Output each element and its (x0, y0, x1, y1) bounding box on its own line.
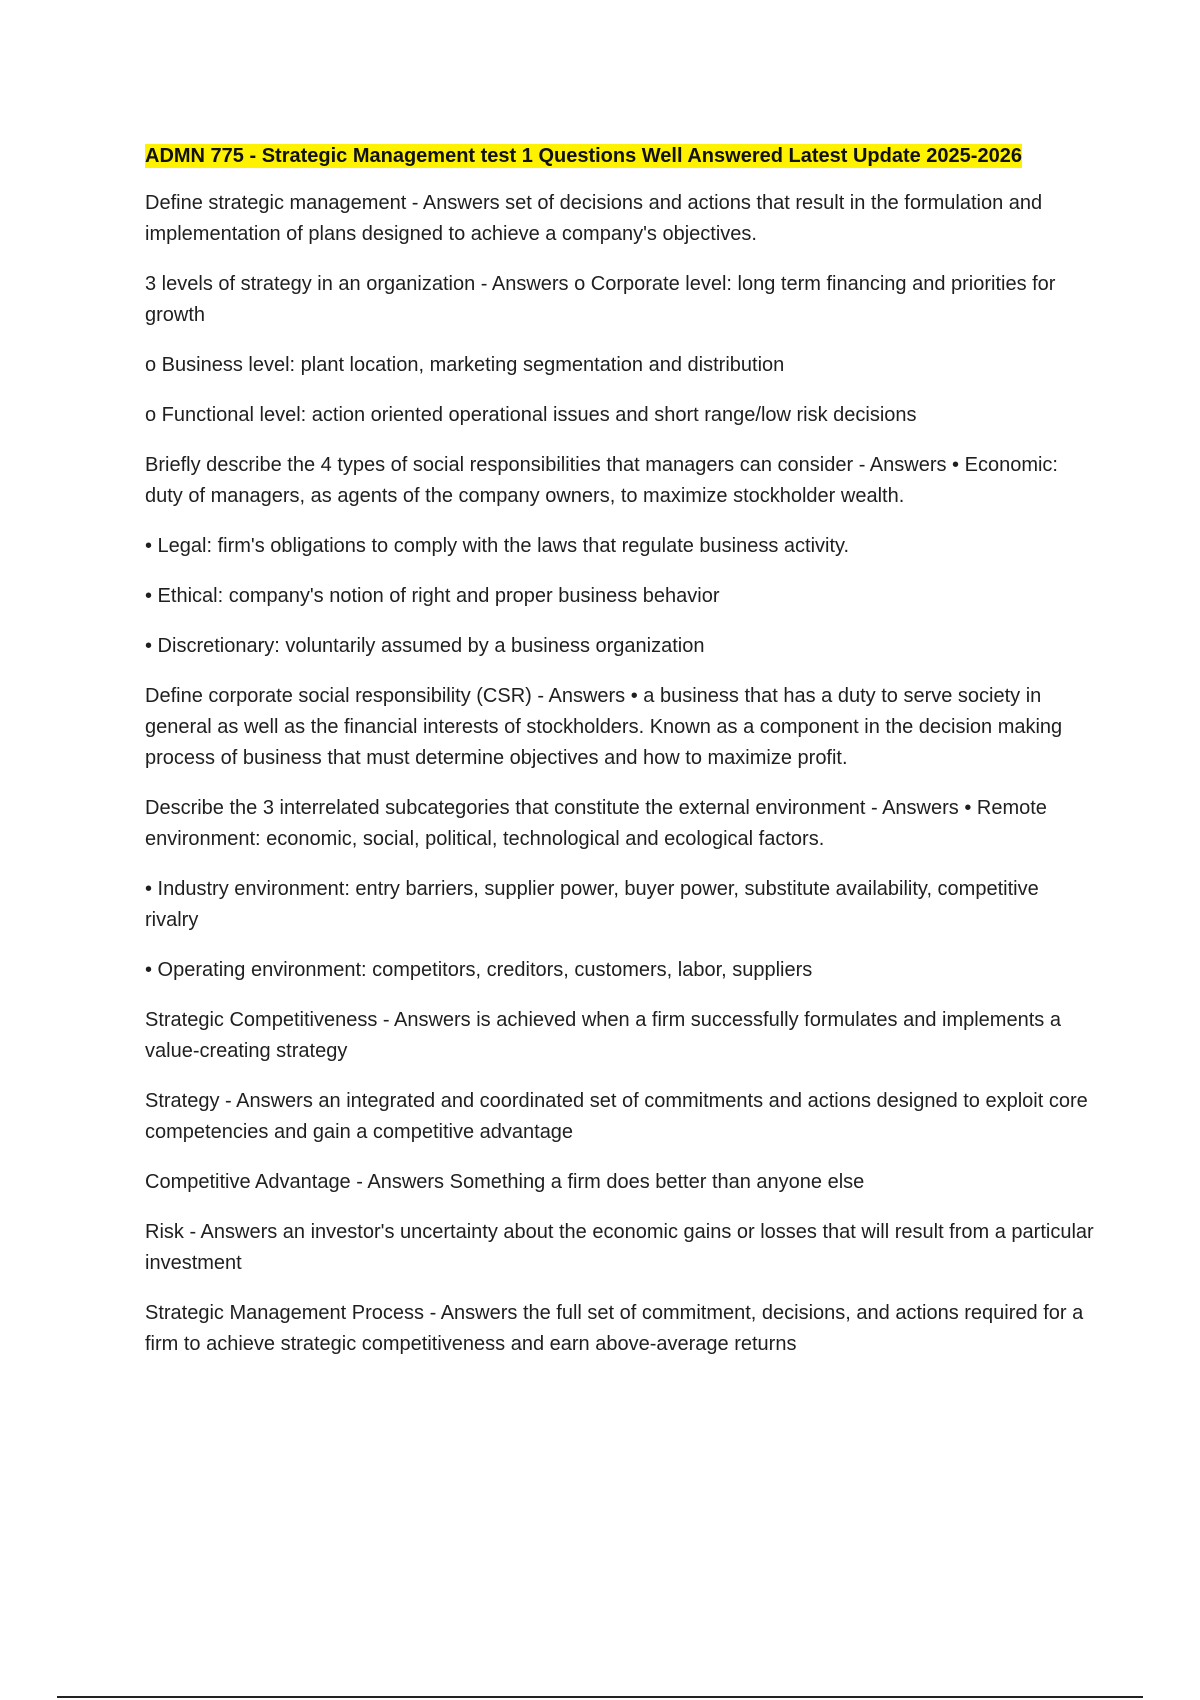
title-block (145, 144, 1095, 168)
paragraph-operating-environment: • Operating environment: competitors, creditors, customers, labor, suppliers (145, 959, 813, 981)
paragraph-functional-level: o Functional level: action oriented operational issues and short range/low risk decisions (145, 404, 917, 426)
paragraph-strategic-competitiveness: Strategic Competitiveness - Answers is achieved when a firm successfully formulates and implements a value-creating strategy (145, 1009, 1061, 1062)
paragraph-social-responsibilities: Briefly describe the 4 types of social responsibilities that managers can consider - Answers • Economic: duty of managers, as agents of the company owners, to maximize stockholder wealth. (145, 454, 1058, 507)
paragraph-risk: Risk - Answers an investor's uncertainty about the economic gains or losses that will result from a particular investment (145, 1221, 1094, 1274)
page-bottom-divider (57, 1696, 1143, 1698)
paragraph-external-environment: Describe the 3 interrelated subcategories that constitute the external environment - Answers • Remote environment: economic, social, political, technological and ecological factors. (145, 797, 1047, 850)
paragraph-business-level: o Business level: plant location, marketing segmentation and distribution (145, 354, 785, 376)
paragraph-industry-environment: • Industry environment: entry barriers, supplier power, buyer power, substitute availability, competitive rivalry (145, 878, 1039, 931)
paragraph-csr: Define corporate social responsibility (CSR) - Answers • a business that has a duty to serve society in general as well as the financial interests of stockholders. Known as a component in the decision making process of business that must determine objectives and how to maximize profit. (145, 685, 1063, 769)
paragraph-strategy: Strategy - Answers an integrated and coordinated set of commitments and actions designed to exploit core competencies and gain a competitive advantage (145, 1090, 1088, 1143)
paragraph-ethical: • Ethical: company's notion of right and proper business behavior (145, 585, 720, 607)
document-title: ADMN 775 - Strategic Management test 1 Questions Well Answered Latest Update 2025-2026 (145, 145, 1022, 167)
paragraph-strategic-management-process: Strategic Management Process - Answers the full set of commitment, decisions, and actions required for a firm to achieve strategic competitiveness and earn above-average returns (145, 1302, 1084, 1355)
paragraph-strategic-management: Define strategic management - Answers set of decisions and actions that result in the formulation and implementation of plans designed to achieve a company's objectives. (145, 192, 1043, 245)
paragraph-competitive-advantage: Competitive Advantage - Answers Something a firm does better than anyone else (145, 1171, 865, 1193)
paragraph-discretionary: • Discretionary: voluntarily assumed by a business organization (145, 635, 705, 657)
paragraph-legal: • Legal: firm's obligations to comply with the laws that regulate business activity. (145, 535, 850, 557)
paragraph-levels-of-strategy: 3 levels of strategy in an organization - Answers o Corporate level: long term financing and priorities for growth (145, 273, 1056, 326)
document-page (145, 144, 1095, 1379)
